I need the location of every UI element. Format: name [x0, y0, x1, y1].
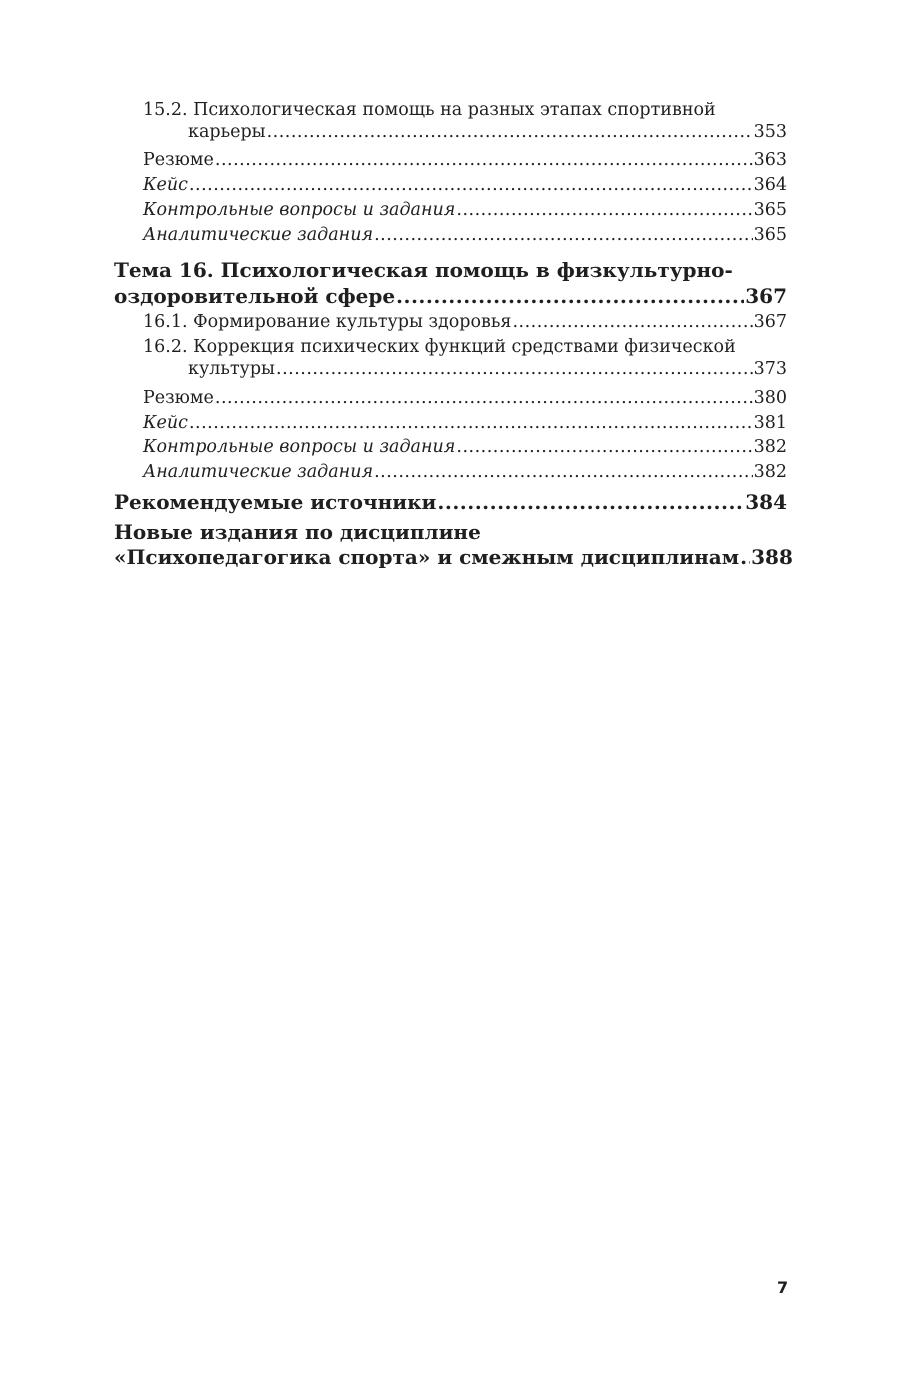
toc-entry-title: 16.1. Формирование культуры здоровья — [143, 312, 512, 332]
toc-page-number: 365 — [753, 225, 787, 245]
dot-leader — [374, 225, 753, 245]
toc-entry-title: Контрольные вопросы и задания — [143, 437, 456, 457]
toc-page-number: 353 — [753, 122, 787, 142]
toc-page-number: 384 — [745, 490, 787, 514]
dot-leader — [396, 284, 744, 308]
toc-entry-title: 15.2. Психологическая помощь на разных этапах спортивной — [143, 100, 716, 120]
toc-entry-questions-15[interactable] — [143, 200, 787, 220]
toc-entry-topic-16[interactable] — [114, 258, 787, 308]
toc-entry-title: Аналитические задания — [143, 462, 374, 482]
toc-entry-title-continued: оздоровительной сфере — [114, 284, 396, 308]
toc-entry-summary-16[interactable] — [143, 388, 787, 408]
toc-entry-16-2[interactable] — [143, 337, 787, 379]
toc-entry-title: Аналитические задания — [143, 225, 374, 245]
toc-entry-summary-15[interactable] — [143, 150, 787, 170]
toc-entry-analytic-16[interactable] — [143, 462, 787, 482]
dot-leader — [512, 312, 752, 332]
toc-entry-title: Тема 16. Психологическая помощь в физкультурно- — [114, 258, 733, 282]
toc-entry-title: Кейс — [143, 175, 188, 195]
dot-leader — [740, 545, 750, 569]
toc-page-number: 367 — [745, 284, 787, 308]
toc-page-number: 373 — [753, 359, 787, 379]
toc-page-number: 363 — [753, 150, 787, 170]
toc-page-number: 380 — [753, 388, 787, 408]
toc-page-number: 388 — [751, 545, 793, 569]
toc-entry-title: Контрольные вопросы и задания — [143, 200, 456, 220]
toc-entry-questions-16[interactable] — [143, 437, 787, 457]
page-number: 7 — [777, 1278, 789, 1297]
dot-leader — [437, 490, 744, 514]
toc-entry-title: Резюме — [143, 388, 214, 408]
dot-leader — [189, 175, 753, 195]
dot-leader — [374, 462, 753, 482]
toc-entry-case-15[interactable] — [143, 175, 787, 195]
dot-leader — [215, 150, 753, 170]
toc-entry-title-continued: культуры — [188, 359, 275, 379]
toc-entry-title: Рекомендуемые источники — [114, 490, 437, 514]
toc-entry-title-continued: «Психопедагогика спорта» и смежным дисциплинам — [114, 545, 740, 569]
toc-entry-title-continued: карьеры — [188, 122, 266, 142]
toc-entry-new-editions[interactable] — [114, 520, 793, 569]
dot-leader — [456, 200, 752, 220]
toc-entry-15-2[interactable] — [143, 100, 787, 142]
toc-page-number: 364 — [753, 175, 787, 195]
toc-entry-title: Новые издания по дисциплине — [114, 520, 481, 544]
toc-entry-references[interactable] — [114, 490, 787, 514]
dot-leader — [276, 359, 753, 379]
toc-page-number: 381 — [753, 413, 787, 433]
dot-leader — [189, 413, 753, 433]
toc-entry-title: 16.2. Коррекция психических функций средствами физической — [143, 337, 736, 357]
toc-entry-title: Кейс — [143, 413, 188, 433]
toc-entry-case-16[interactable] — [143, 413, 787, 433]
dot-leader — [267, 122, 753, 142]
toc-page-number: 367 — [753, 312, 787, 332]
toc-entry-title: Резюме — [143, 150, 214, 170]
toc-page-number: 365 — [753, 200, 787, 220]
toc-page-number: 382 — [753, 437, 787, 457]
dot-leader — [215, 388, 753, 408]
dot-leader — [456, 437, 752, 457]
toc-page-number: 382 — [753, 462, 787, 482]
toc-entry-analytic-15[interactable] — [143, 225, 787, 245]
toc-entry-16-1[interactable] — [143, 312, 787, 332]
